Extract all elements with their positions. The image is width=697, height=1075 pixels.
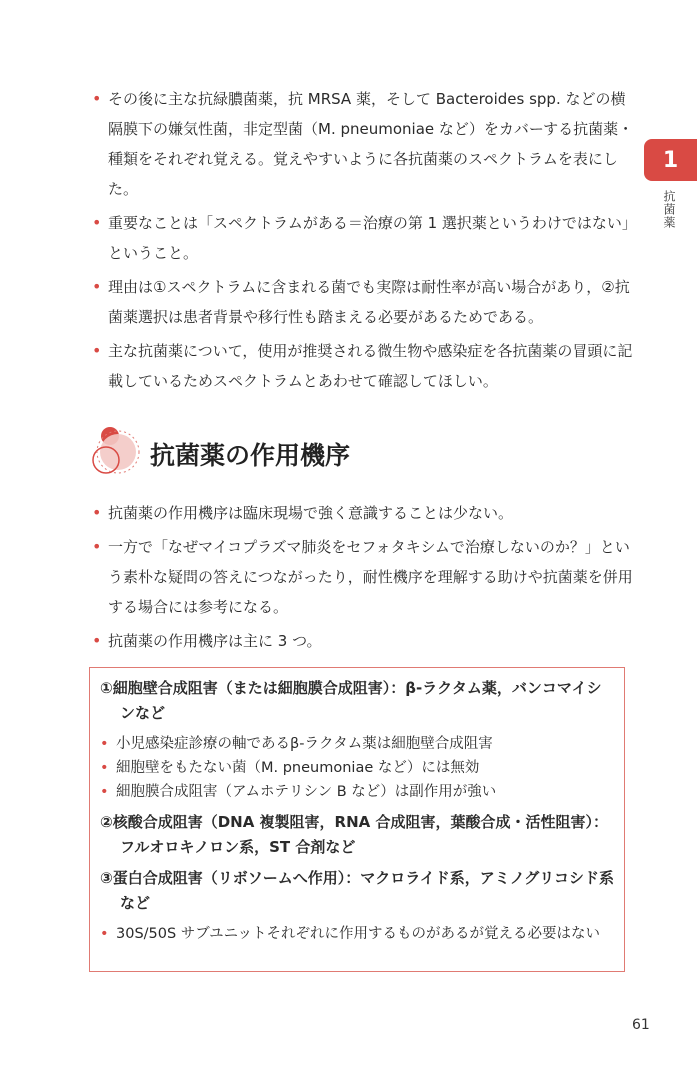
- mechanism-list-3: [100, 922, 614, 946]
- mechanism-box: [89, 667, 625, 972]
- list-item: • 主な抗菌薬について，使用が推奨される微生物や感染症を各抗菌薬の冒頭に記載しているためスペクトラムとあわせて確認してほしい。: [92, 336, 637, 396]
- list-item: • 30S/50S サブユニットそれぞれに作用するものがあるが覚える必要はない: [100, 922, 614, 946]
- section-circles-icon: [88, 422, 144, 478]
- mechanism-list-1: [100, 732, 614, 804]
- list-item: • 細胞膜合成阻害（アムホテリシン B など）は副作用が強い: [100, 780, 614, 804]
- list-item: • 抗菌薬の作用機序は主に 3 つ。: [92, 626, 637, 656]
- mechanism-heading-1: ①細胞壁合成阻害（または細胞膜合成阻害）：β-ラクタム薬，バンコマイシンなど: [100, 679, 602, 722]
- list-item: • 一方で「なぜマイコプラズマ肺炎をセフォタキシムで治療しないのか？」という素朴な疑問の答えにつながったり，耐性機序を理解する助けや抗菌薬を併用する場合には参考になる。: [92, 532, 637, 622]
- list-item: • 細胞壁をもたない菌（M. pneumoniae など）には無効: [100, 756, 614, 780]
- mechanism-heading-3: ③蛋白合成阻害（リボソームへ作用）：マクロライド系，アミノグリコシド系など: [100, 869, 615, 912]
- section-title: 抗菌薬の作用機序: [150, 441, 351, 470]
- chapter-tab[interactable]: [644, 139, 697, 181]
- mechanism-heading-2: ②核酸合成阻害（DNA 複製阻害，RNA 合成阻害，葉酸合成・活性阻害）：フルオロキノロン系，ST 合剤など: [100, 813, 608, 856]
- list-item: • 理由は①スペクトラムに含まれる菌でも実際は耐性率が高い場合があり，②抗菌薬選択は患者背景や移行性も踏まえる必要があるためである。: [92, 272, 637, 332]
- page-number: 61: [632, 1017, 650, 1033]
- section-bullet-list: [92, 498, 637, 660]
- list-item: • 重要なことは「スペクトラムがある＝治療の第 1 選択薬というわけではない」ということ。: [92, 208, 637, 268]
- list-item: • 抗菌薬の作用機序は臨床現場で強く意識することは少ない。: [92, 498, 637, 528]
- chapter-number: 1: [662, 147, 679, 173]
- list-item: • その後に主な抗緑膿菌薬，抗 MRSA 薬，そして Bacteroides spp. などの横隔膜下の嫌気性菌，非定型菌（M. pneumoniae など）をカバーする抗菌薬・種類をそれぞれ覚える。覚えやすいように各抗菌薬のスペクトラムを表にした。: [92, 84, 637, 204]
- chapter-label: 抗菌薬: [662, 190, 676, 229]
- intro-bullet-list: [92, 84, 637, 400]
- list-item: • 小児感染症診療の軸であるβ-ラクタム薬は細胞壁合成阻害: [100, 732, 614, 756]
